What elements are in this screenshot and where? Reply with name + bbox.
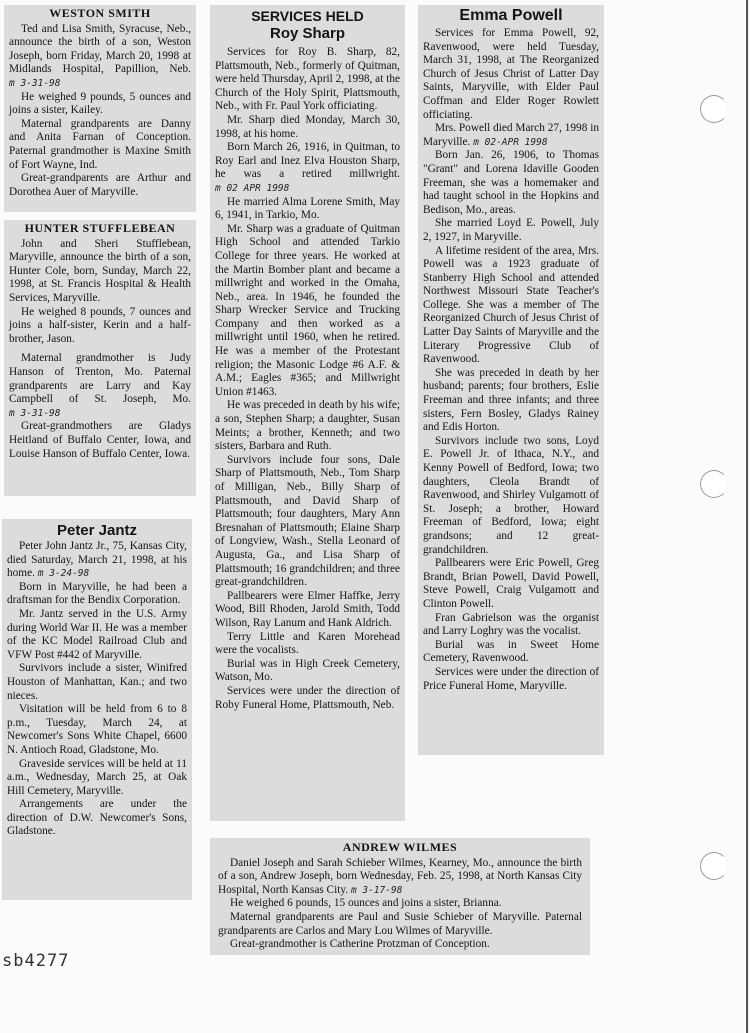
clipping-title: Peter Jantz bbox=[56, 522, 138, 539]
clipping-roy-sharp bbox=[210, 5, 405, 821]
paragraph: He married Alma Lorene Smith, May 6, 1941, in Tarkio, Mo. bbox=[215, 195, 400, 222]
paragraph: Maternal grandmother is Judy Hanson of Trenton, Mo. Paternal grandparents are Larry and Kay Campbell of St. Joseph, Mo. m 3-31-98 bbox=[9, 352, 191, 419]
paragraph: Ted and Lisa Smith, Syracuse, Neb., announce the birth of a son, Weston Joseph, born Friday, March 20, 1998 at Midlands Hospital, Papillion, Neb. m 3-31-98 bbox=[9, 22, 191, 89]
binder-hole bbox=[700, 852, 728, 880]
paragraph: Arrangements are under the direction of D.W. Newcomer's Sons, Gladstone. bbox=[7, 798, 187, 838]
paragraph: Fran Gabrielson was the organist and Larry Loghry was the vocalist. bbox=[423, 611, 599, 638]
clipping-hunter-stufflebean bbox=[4, 220, 196, 496]
paragraph: Mrs. Powell died March 27, 1998 in Maryville. m 02-APR 1998 bbox=[423, 122, 599, 148]
paragraph: Maternal grandparents are Danny and Anita Farnan of Conception. Paternal grandmother is Maxine Smith of Fort Wayne, Ind. bbox=[9, 117, 191, 171]
clipping-title: WESTON SMITH bbox=[49, 6, 151, 20]
paragraph: Services for Roy B. Sharp, 82, Plattsmouth, Neb., formerly of Quitman, were held Thursday, April 2, 1998, at the Church of the Holy Spirit, Plattsmouth, Neb., with Fr. Paul York officiating. bbox=[215, 46, 400, 113]
paragraph: Visitation will be held from 6 to 8 p.m., Tuesday, March 24, at Newcomer's Sons White Chapel, 6600 N. Antioch Road, Gladstone, Mo. bbox=[7, 703, 187, 756]
binder-hole bbox=[700, 95, 728, 123]
paragraph: Born Jan. 26, 1906, to Thomas "Grant" and Lorena Idaville Gooden Freeman, she was a homemaker and had taught school in the Hopkins and Bedison, Mo., areas. bbox=[423, 149, 599, 216]
paragraph: Mr. Sharp was a graduate of Quitman High School and attended Tarkio College for three years. He worked at the Martin Bomber plant and became a millwright and worked in the Omaha, Neb., area. In 1946, he founded the Sharp Wrecker Service and Trucking Company and then worked as a millwright until 1960, when he retired. He was a member of the Protestant religion; the Masonic Lodge #6 A.F. & A.M.; Eagles #365; and Millwright Union #1463. bbox=[215, 222, 400, 398]
handwritten-date: m 3-24-98 bbox=[37, 568, 90, 580]
paragraph: Born in Maryville, he had been a draftsman for the Bendix Corporation. bbox=[7, 580, 187, 607]
paragraph: Maternal grandparents are Paul and Susie Schieber of Maryville. Paternal grandparents are Carlos and Mary Lou Wilmes of Maryville. bbox=[218, 910, 582, 937]
clipping-weston-smith bbox=[4, 5, 196, 212]
paragraph: Services were under the direction of Roby Funeral Home, Plattsmouth, Neb. bbox=[215, 684, 400, 711]
paragraph: Peter John Jantz Jr., 75, Kansas City, died Saturday, March 21, 1998, at his home. m 3-24-98 bbox=[7, 540, 187, 580]
paragraph: He weighed 6 pounds, 15 ounces and joins a sister, Brianna. bbox=[230, 897, 502, 910]
paragraph: Survivors include two sons, Loyd E. Powell Jr. of Ithaca, N.Y., and Kenny Powell of Bedford, Iowa; two daughters, Cleola Brandt of Ravenwood, and Shirley Vulgamott of St. Joseph; a brother, Howard Freeman of Bedford, Iowa; eight grandsons; and 12 great-grandchildren. bbox=[423, 434, 599, 556]
paragraph: Services were under the direction of Price Funeral Home, Maryville. bbox=[423, 665, 599, 692]
paragraph: Daniel Joseph and Sarah Schieber Wilmes, Kearney, Mo., announce the birth of a son, Andrew Joseph, born Wednesday, Feb. 25, 1998, at North Kansas City Hospital, North Kansas City. m 3-17-98 bbox=[218, 856, 582, 896]
handwritten-date: m 02-APR 1998 bbox=[473, 136, 548, 148]
paragraph: She was preceded in death by her husband; parents; four brothers, Eslie Freeman and three infants; and three sisters, Fern Bosley, Gladys Rainey and Edis Horton. bbox=[423, 366, 599, 434]
handwritten-date: m 3-31-98 bbox=[9, 407, 61, 419]
handwritten-date: m 3-17-98 bbox=[350, 884, 403, 896]
paragraph: John and Sheri Stufflebean, Maryville, announce the birth of a son, Hunter Cole, born, Sunday, March 22, 1998, at St. Francis Hospital & Health Services, Maryville. bbox=[9, 237, 191, 304]
paragraph: Great-grandparents are Arthur and Dorothea Auer of Maryville. bbox=[9, 172, 191, 198]
clipping-title: Roy Sharp bbox=[269, 25, 345, 42]
paragraph: Burial was in High Creek Cemetery, Watson, Mo. bbox=[215, 657, 400, 684]
paragraph: Survivors include four sons, Dale Sharp of Plattsmouth, Neb., Tom Sharp of Milligan, Neb., Billy Sharp of Plattsmouth, and David Sharp of Plattsmouth; four daughters, Mary Ann Bresnahan of Plattsmouth; Elaine Sharp of Longview, Wash., Stella Leonard of Augusta, Ga., and Lisa Sharp of Plattsmouth; 16 grandchildren; and three great-grandchildren. bbox=[215, 453, 400, 589]
paragraph: He weighed 8 pounds, 7 ounces and joins a half-sister, Kerin and a half-brother, Jason. bbox=[9, 305, 191, 345]
paragraph: He was preceded in death by his wife; a son, Stephen Sharp; a daughter, Susan Meints; a brother, Kenneth; and two sisters, Barbara and Ruth. bbox=[215, 399, 400, 453]
paragraph: Great-grandmother is Catherine Protzman of Conception. bbox=[230, 938, 490, 951]
paragraph: Mr. Jantz served in the U.S. Army during World War II. He was a member of the KC Model Railroad Club and VFW Post #442 of Maryville. bbox=[7, 607, 187, 661]
handwritten-date: m 02 APR 1998 bbox=[215, 182, 290, 194]
paragraph: She married Loyd E. Powell, July 2, 1927, in Maryville. bbox=[423, 217, 599, 243]
clipping-title: ANDREW WILMES bbox=[342, 840, 458, 854]
paragraph: Great-grandmothers are Gladys Heitland of Buffalo Center, Iowa, and Louise Hanson of Buffalo Center, Iowa. bbox=[9, 420, 191, 460]
paragraph: He weighed 9 pounds, 5 ounces and joins a sister, Kailey. bbox=[9, 90, 191, 117]
paragraph: Born March 26, 1916, in Quitman, to Roy Earl and Inez Elva Houston Sharp, he was a retired millwright. m 02 APR 1998 bbox=[215, 141, 400, 194]
clipping-kicker: SERVICES HELD bbox=[251, 8, 364, 24]
paragraph: Terry Little and Karen Morehead were the vocalists. bbox=[215, 630, 400, 657]
clipping-andrew-wilmes bbox=[210, 838, 590, 955]
paragraph: Graveside services will be held at 11 a.m., Wednesday, March 25, at Oak Hill Cemetery, Maryville. bbox=[7, 757, 187, 797]
paragraph: Survivors include a sister, Winifred Houston of Manhattan, Kan.; and two nieces. bbox=[7, 662, 187, 702]
paragraph: Mr. Sharp died Monday, March 30, 1998, at his home. bbox=[215, 113, 400, 140]
paragraph: Services for Emma Powell, 92, Ravenwood, were held Tuesday, March 31, 1998, at The Reorganized Church of Jesus Christ of Latter Day Saints, Maryville, with Elder Paul Coffman and Elder Roger Rowlett officiating. bbox=[423, 27, 599, 121]
clipping-title: HUNTER STUFFLEBEAN bbox=[24, 221, 176, 235]
clipping-title: Emma Powell bbox=[459, 7, 563, 24]
clipping-emma-powell bbox=[418, 5, 604, 755]
paragraph: Pallbearers were Elmer Haffke, Jerry Wood, Bill Rhoden, Jarold Smith, Todd Wilson, Ray Lanum and Hank Aldrich. bbox=[215, 589, 400, 629]
clipping-peter-jantz bbox=[2, 519, 192, 900]
binder-hole bbox=[700, 470, 728, 498]
handwritten-date: m 3-31-98 bbox=[9, 77, 61, 89]
paragraph: Burial was in Sweet Home Cemetery, Ravenwood. bbox=[423, 638, 599, 665]
paragraph: Pallbearers were Eric Powell, Greg Brandt, Brian Powell, David Powell, Steve Powell, Craig Vulgamott and Clinton Powell. bbox=[423, 557, 599, 610]
handwritten-reference-number: sb4277 bbox=[2, 951, 70, 971]
paragraph: A lifetime resident of the area, Mrs. Powell was a 1923 graduate of Stanberry High School and attended Northwest Missouri State Teacher's College. She was a member of The Reorganized Church of Jesus Christ of Latter Day Saints of Maryville and the Literary Progressive Club of Ravenwood. bbox=[423, 244, 599, 366]
